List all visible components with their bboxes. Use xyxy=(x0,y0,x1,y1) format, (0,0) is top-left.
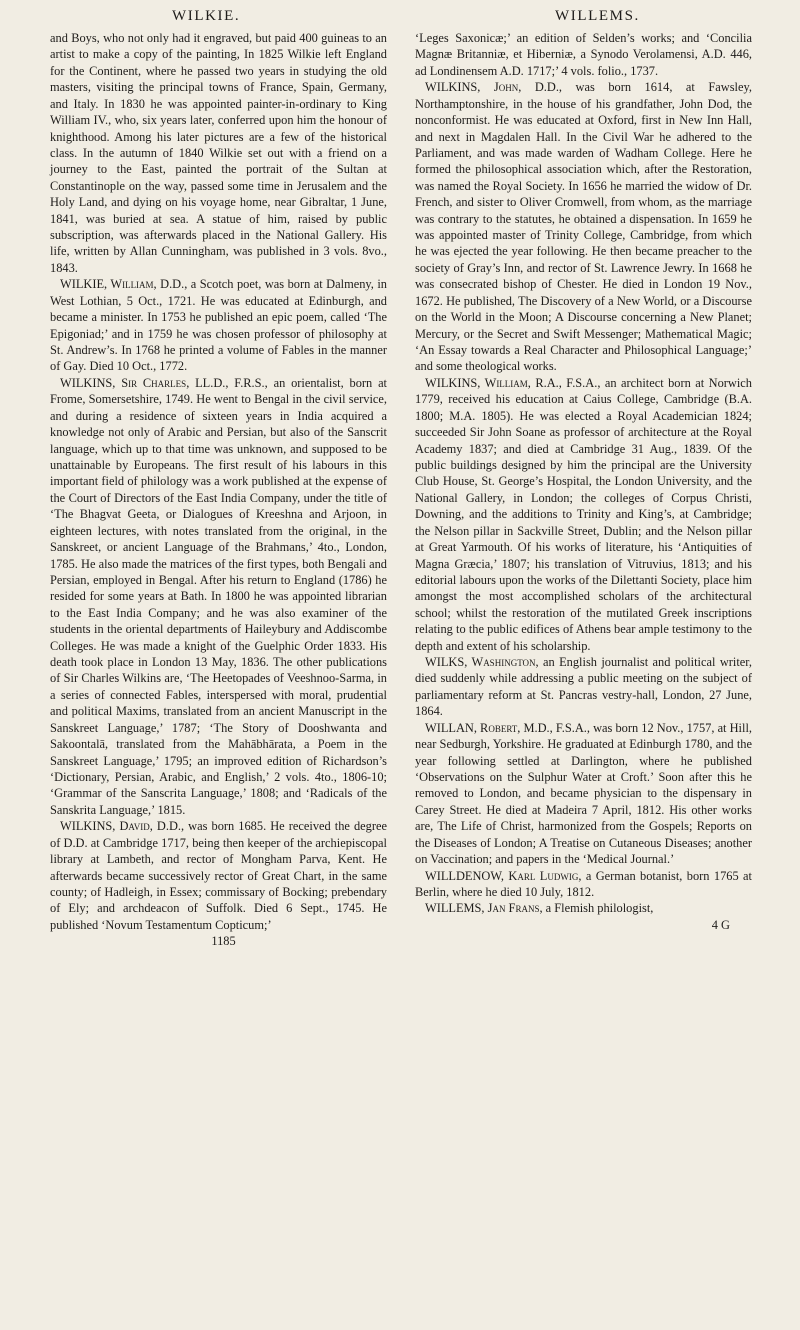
entry-paragraph: and Boys, who not only had it engraved, but paid 400 guineas to an artist to make a copy of the painting, In 1825 Wilkie left England for the Continent, where he passed two years in studying the old masters, visiting the principal towns of France, Spain, Germany, and Italy. In 1830 he was appointed painter-in-ordinary to King William IV., who, six years later, conferred upon him the honour of knighthood. Among his later pictures are a few of the historical class. In the autumn of 1840 Wilkie set out with a friend on a journey to the East, painted the portrait of the Sultan at Constantinople on the way, passed some time in Jerusalem and the Holy Land, and dying on his voyage home, near Gibraltar, 1 June, 1841, was buried at sea. A statue of him, raised by public subscription, was afterwards placed in the National Gallery. His life, written by Allan Cunningham, was published in 3 vols. 8vo., 1843. xyxy=(50,31,387,275)
left-column xyxy=(50,30,387,950)
running-head-right: WILLEMS. xyxy=(555,8,640,24)
entry-headword: WILKINS, David, D.D., xyxy=(60,819,185,834)
entry-willems-jan: WILLEMS, Jan Frans, a Flemish philologist, xyxy=(425,901,654,916)
entry-headword: WILLEMS, Jan Frans, xyxy=(425,901,543,916)
entry-headword: WILKINS, John, D.D., xyxy=(425,80,563,95)
entry-headword: WILLAN, Robert, M.D., F.S.A., xyxy=(425,720,590,735)
entry-wilkie-william: WILKIE, William, D.D., a Scotch poet, was born at Dalmeny, in West Lothian, 5 Oct., 1721. He was educated at Edinburgh, and became a minister. In 1753 he published an epic poem, called ‘The Epigoniad;’ and in 1759 he was chosen professor of philosophy at St. Andrew’s. In 1768 he printed a volume of Fables in the manner of Gay. Died 10 Oct., 1772. xyxy=(50,277,387,374)
right-column xyxy=(415,30,752,933)
entry-headword: WILKIE, William, D.D., xyxy=(60,277,188,292)
running-head-left: WILKIE. xyxy=(172,8,241,24)
entry-headword: WILKS, Washington, xyxy=(425,655,539,670)
entry-headword: WILKINS, Sir Charles, LL.D., F.R.S., xyxy=(60,375,268,390)
entry-willan-robert: WILLAN, Robert, M.D., F.S.A., was born 12 Nov., 1757, at Hill, near Sedburgh, Yorkshire. He graduated at Edinburgh 1780, and the year following settled at Darlington, where he published ‘Observations on the Sulphur Water at Croft.’ Soon after this he removed to London, and became physician to the dispensary in Carey Street. He died at Madeira 7 April, 1812. His other works are, The Life of Christ, harmonized from the Gospels; Reports on the Diseases of London; A Treatise on Cutaneous Diseases; another on Vaccination; and papers in the ‘Medical Journal.’ xyxy=(415,720,752,867)
page-number: 1185 xyxy=(211,934,236,949)
entry-willdenow-karl: WILLDENOW, Karl Ludwig, a German botanist, born 1765 at Berlin, where he died 10 July, 1812. xyxy=(415,868,753,899)
signature-mark: 4 G xyxy=(711,917,730,932)
entry-headword: WILKINS, William, R.A., F.S.A., xyxy=(425,375,601,390)
entry-paragraph: ‘Leges Saxonicæ;’ an edition of Selden’s works; and ‘Concilia Magnæ Britanniæ, et Hiberniæ, a Synodo Verolamensi, A.D. 446, ad Londinensem A.D. 1717;’ 4 vols. folio., 1737. xyxy=(415,31,752,78)
entry-headword: WILLDENOW, Karl Ludwig, xyxy=(425,868,582,883)
entry-wilkins-charles: WILKINS, Sir Charles, LL.D., F.R.S., an orientalist, born at Frome, Somersetshire, 1749. He went to Bengal in the civil service, and during a residence of sixteen years in India acquired a knowledge not only of Arabic and Persian, but also of the Sanscrit language, which up to that time was unknown, and supposed to be unattainable by Europeans. The first result of his labours in this important field of philology was a work published at the expense of the Court of Directors of the East India Company, under the title of ‘The Bhagvat Geeta, or Dialogues of Kreeshna and Arjoon, in eighteen lectures, with notes translated from the original, in the Sanskreet, or ancient Language of the Brahmans,’ 4to., London, 1785. He also made the matrices of the first types, both Bengali and Persian, employed in Bengal. After his return to England (1786) he resided for some years at Bath. In 1800 he was appointed librarian to the East India Company; and he was also examiner of the students in the oriental departments of Haileybury and Addiscombe Colleges. He was made a knight of the Guelphic Order 1833. His death took place in London 13 May, 1836. The other publications of Sir Charles Wilkins are, ‘The Heetopades of Veeshnoo-Sarma, in a series of connected Fables, interspersed with moral, prudential and political Maxims, translated from an ancient Manuscript in the Sanskreet Language,’ 1787; ‘The Story of Dooshwanta and Sakoontalā, translated from the Mahābhārata, a Poem in the Sanskreet Language,’ 1795; an improved edition of Richardson’s ‘Dictionary, Persian, Arabic, and English,’ 2 vols. 4to., 1806-10; ‘Grammar of the Sanscrita Language,’ 1808; and ‘Radicals of the Sanskrita Language,’ 1815. xyxy=(50,375,388,817)
entry-wilkins-david: WILKINS, David, D.D., was born 1685. He received the degree of D.D. at Cambridge 1717, being then keeper of the archiepiscopal library at Lambeth, and rector of Mongham Parva, Kent. He afterwards became successively rector of Great Chart, in the same county; of Hadleigh, in Essex; commissary of Bocking; prebendary of Ely; and archdeacon of Suffolk. Died 6 Sept., 1745. He published ‘Novum Testamentum Copticum;’ xyxy=(50,819,387,932)
entry-wilkins-john: WILKINS, John, D.D., was born 1614, at Fawsley, Northamptonshire, in the house of his grandfather, John Dod, the nonconformist. He was educated at Oxford, first in New Inn Hall, and next in Magdalen Hall. In the Civil War he adhered to the Parliament, and was made warden of Wadham College. Here he formed the philosophical association which, after the Restoration, was named the Royal Society. In 1656 he married the widow of Dr. French, and sister to Oliver Cromwell, from whom, as the marriage was contrary to the statutes, he obtained a dispensation. In 1659 he was appointed master of Trinity College, Cambridge, from which he was ejected the year following. He then became preacher to the society of Gray’s Inn, and rector of St. Lawrence Jewry. In 1668 he was consecrated bishop of Chester. He died in London 19 Nov., 1672. He published, The Discovery of a New World, or a Discourse on the World in the Moon; A Discourse concerning a New Planet; Mercury, or the Secret and Swift Messenger; Mathematical Magic; ‘An Essay towards a Real Character and Philosophical Language;’ and some theological works. xyxy=(415,80,752,374)
entry-wilks-washington: WILKS, Washington, an English journalist and political writer, died suddenly while addressing a public meeting on the subject of parliamentary reform at St. Pancras vestry-hall, London, 27 June, 1864. xyxy=(415,655,753,719)
entry-wilkins-william: WILKINS, William, R.A., F.S.A., an architect born at Norwich 1779, received his education at Caius College, Cambridge (B.A. 1800; M.A. 1805). He was elected a Royal Academician 1824; succeeded Sir John Soane as professor of architecture at the Royal Academy 1837; and died at Cambridge 31 Aug., 1839. Of the public buildings designed by him the principal are the University Club House, St. George’s Hospital, the London University, and the National Gallery, in London; the colleges of Corpus Christi, Downing, and the additions to Trinity and King’s, at Cambridge; the Nelson pillar in Sackville Street, Dublin; and the Nelson pillar at Great Yarmouth. Of his works of literature, his ‘Antiquities of Magna Græcia,’ 1807; his translation of Vitruvius, 1813; and his editorial labours upon the works of the Dilettanti Society, place him amongst the most accomplished scholars of the architectural school; whilst the restoration of the mutilated Greek inscriptions relating to the public edifices of Athens bear ample testimony to the depth and extent of his scholarship. xyxy=(415,375,753,653)
